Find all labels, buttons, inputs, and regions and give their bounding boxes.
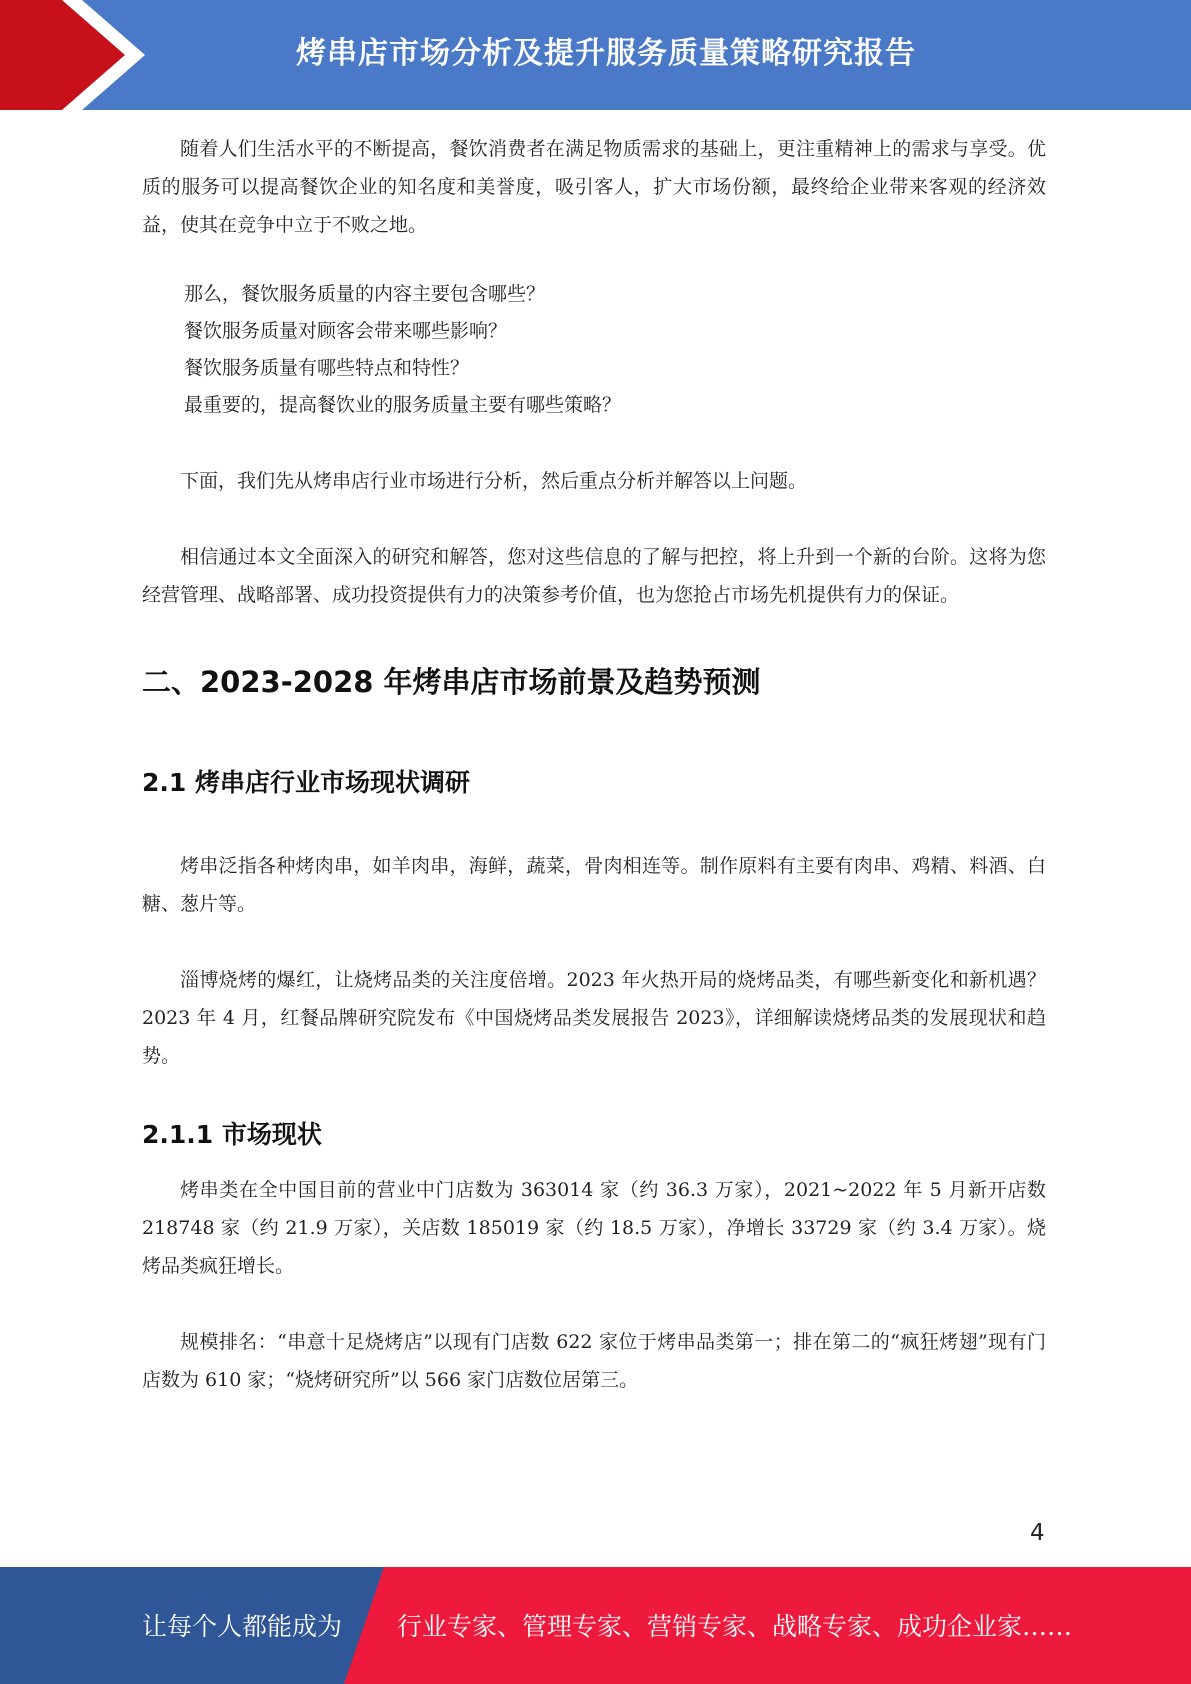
question-list (142, 276, 1046, 424)
intro-paragraph-1: 随着人们生活水平的不断提高，餐饮消费者在满足物质需求的基础上，更注重精神上的需求与享受。优质的服务可以提高餐饮企业的知名度和美誉度，吸引客人，扩大市场份额，最终给企业带来客观的经济效益，使其在竞争中立于不败之地。 (142, 138, 1046, 236)
footer-slogan-left: 让每个人都能成为 (142, 1612, 343, 1641)
header-title: 烤串店市场分析及提升服务质量策略研究报告 (296, 36, 916, 71)
market-status-paragraph-2: 规模排名：“串意十足烧烤店”以现有门店数 622 家位于烤串品类第一；排在第二的“疯狂烤翅”现有门店数为 610 家；“烧烤研究所”以 566 家门店数位居第三。 (142, 1331, 1046, 1391)
footer-banner (0, 1567, 1191, 1684)
question-item: 最重要的，提高餐饮业的服务质量主要有哪些策略？ (184, 394, 622, 416)
question-item: 那么，餐饮服务质量的内容主要包含哪些？ (184, 283, 546, 305)
question-item: 餐饮服务质量有哪些特点和特性？ (184, 357, 470, 379)
header-red-arrow (0, 0, 125, 110)
page-number: 4 (1030, 1520, 1045, 1546)
subsection-heading: 2.1 烤串店行业市场现状调研 (142, 768, 470, 797)
section-heading: 二、2023-2028 年烤串店市场前景及趋势预测 (142, 665, 761, 699)
question-item: 餐饮服务质量对顾客会带来哪些影响？ (184, 320, 508, 342)
subsection-paragraph-1: 烤串泛指各种烤肉串，如羊肉串，海鲜，蔬菜，骨肉相连等。制作原料有主要有肉串、鸡精、料酒、白糖、葱片等。 (142, 855, 1046, 915)
footer-slogan-right: 行业专家、管理专家、营销专家、战略专家、成功企业家…… (397, 1612, 1073, 1641)
intro-paragraph-2: 下面，我们先从烤串店行业市场进行分析，然后重点分析并解答以上问题。 (180, 470, 808, 492)
page-content (142, 130, 1046, 1399)
header-banner (0, 0, 1191, 110)
market-status-paragraph-1: 烤串类在全中国目前的营业中门店数为 363014 家（约 36.3 万家），2021~2022 年 5 月新开店数 218748 家（约 21.9 万家），关店数 185019 家（约 18.5 万家），净增长 33729 家（约 3.4 万家）。烧烤品类疯狂增长。 (142, 1179, 1046, 1277)
sub-subsection-heading: 2.1.1 市场现状 (142, 1120, 322, 1149)
subsection-paragraph-2: 淄博烧烤的爆红，让烧烤品类的关注度倍增。2023 年火热开局的烧烤品类，有哪些新变化和新机遇？2023 年 4 月，红餐品牌研究院发布《中国烧烤品类发展报告 2023》，详细解读烧烤品类的发展现状和趋势。 (142, 969, 1046, 1067)
intro-paragraph-3: 相信通过本文全面深入的研究和解答，您对这些信息的了解与把控，将上升到一个新的台阶。这将为您经营管理、战略部署、成功投资提供有力的决策参考价值，也为您抢占市场先机提供有力的保证。 (142, 546, 1046, 606)
